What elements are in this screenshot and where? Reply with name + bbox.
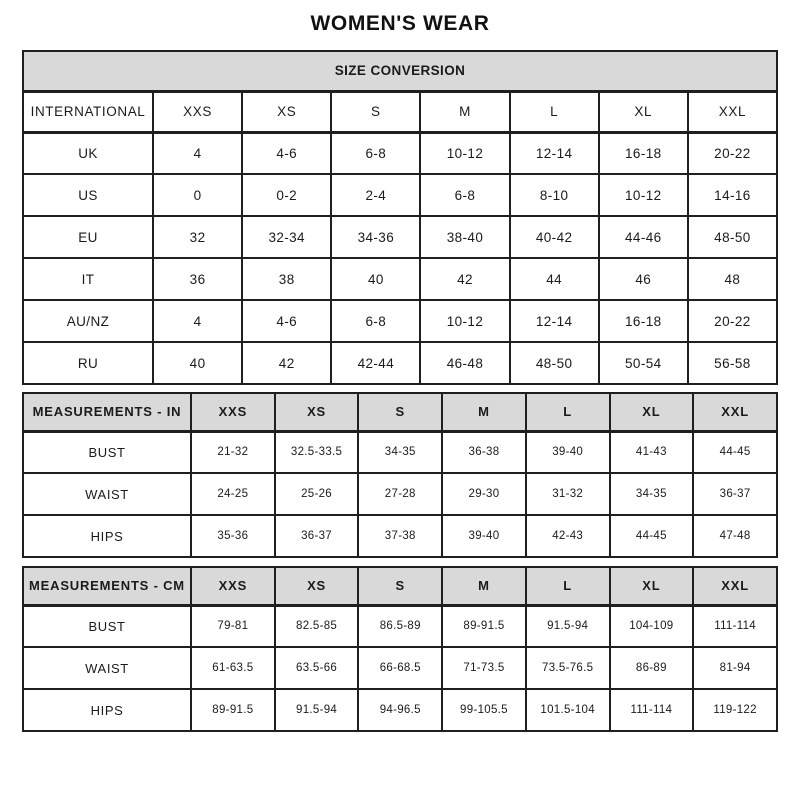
table-row	[23, 605, 777, 647]
column-header: XL	[610, 567, 694, 605]
cell-value: 41-43	[610, 431, 694, 473]
column-header: INTERNATIONAL	[23, 91, 153, 132]
column-header: L	[526, 567, 610, 605]
cell-value: 24-25	[191, 473, 275, 515]
size-conversion-columns-row	[23, 91, 777, 132]
column-header: S	[331, 91, 420, 132]
cell-value: 4	[153, 300, 242, 342]
cell-value: 39-40	[526, 431, 610, 473]
cell-value: 44-46	[599, 216, 688, 258]
table-row	[23, 216, 777, 258]
measurements-cm-header-row	[23, 567, 777, 605]
cell-value: 10-12	[420, 132, 509, 174]
cell-value: 32.5-33.5	[275, 431, 359, 473]
cell-value: 8-10	[510, 174, 599, 216]
cell-value: 111-114	[610, 689, 694, 731]
cell-value: 39-40	[442, 515, 526, 557]
cell-value: 48-50	[510, 342, 599, 384]
row-label: US	[23, 174, 153, 216]
table-row	[23, 174, 777, 216]
cell-value: 66-68.5	[358, 647, 442, 689]
cell-value: 4-6	[242, 300, 331, 342]
cell-value: 34-36	[331, 216, 420, 258]
cell-value: 32	[153, 216, 242, 258]
cell-value: 38-40	[420, 216, 509, 258]
table-row	[23, 689, 777, 731]
table-row	[23, 132, 777, 174]
cell-value: 25-26	[275, 473, 359, 515]
cell-value: 44-45	[610, 515, 694, 557]
row-label: RU	[23, 342, 153, 384]
row-label: WAIST	[23, 647, 191, 689]
cell-value: 0-2	[242, 174, 331, 216]
row-label: UK	[23, 132, 153, 174]
cell-value: 89-91.5	[442, 605, 526, 647]
column-header: M	[442, 393, 526, 431]
cell-value: 46-48	[420, 342, 509, 384]
table-row	[23, 258, 777, 300]
column-header: XXS	[153, 91, 242, 132]
cell-value: 86-89	[610, 647, 694, 689]
cell-value: 34-35	[358, 431, 442, 473]
cell-value: 44-45	[693, 431, 777, 473]
cell-value: 42-43	[526, 515, 610, 557]
measurements-in-title: MEASUREMENTS - IN	[23, 393, 191, 431]
cell-value: 50-54	[599, 342, 688, 384]
cell-value: 101.5-104	[526, 689, 610, 731]
column-header: XXL	[693, 567, 777, 605]
cell-value: 40	[153, 342, 242, 384]
cell-value: 27-28	[358, 473, 442, 515]
cell-value: 36-37	[693, 473, 777, 515]
cell-value: 16-18	[599, 132, 688, 174]
cell-value: 36-38	[442, 431, 526, 473]
cell-value: 42	[242, 342, 331, 384]
cell-value: 104-109	[610, 605, 694, 647]
cell-value: 29-30	[442, 473, 526, 515]
cell-value: 44	[510, 258, 599, 300]
cell-value: 20-22	[688, 132, 777, 174]
column-header: S	[358, 393, 442, 431]
cell-value: 63.5-66	[275, 647, 359, 689]
row-label: BUST	[23, 431, 191, 473]
cell-value: 36-37	[275, 515, 359, 557]
cell-value: 10-12	[599, 174, 688, 216]
page-title: WOMEN'S WEAR	[310, 12, 490, 35]
cell-value: 42	[420, 258, 509, 300]
cell-value: 46	[599, 258, 688, 300]
measurements-in-table	[22, 392, 778, 558]
cell-value: 71-73.5	[442, 647, 526, 689]
cell-value: 31-32	[526, 473, 610, 515]
measurements-cm-table	[22, 566, 778, 732]
column-header: XS	[242, 91, 331, 132]
row-label: IT	[23, 258, 153, 300]
cell-value: 48-50	[688, 216, 777, 258]
cell-value: 14-16	[688, 174, 777, 216]
measurements-in-header-row	[23, 393, 777, 431]
cell-value: 35-36	[191, 515, 275, 557]
column-header: XXS	[191, 567, 275, 605]
cell-value: 34-35	[610, 473, 694, 515]
cell-value: 40-42	[510, 216, 599, 258]
cell-value: 12-14	[510, 300, 599, 342]
cell-value: 4	[153, 132, 242, 174]
cell-value: 12-14	[510, 132, 599, 174]
row-label: BUST	[23, 605, 191, 647]
cell-value: 79-81	[191, 605, 275, 647]
cell-value: 40	[331, 258, 420, 300]
row-label: AU/NZ	[23, 300, 153, 342]
cell-value: 37-38	[358, 515, 442, 557]
cell-value: 38	[242, 258, 331, 300]
row-label: EU	[23, 216, 153, 258]
cell-value: 89-91.5	[191, 689, 275, 731]
cell-value: 99-105.5	[442, 689, 526, 731]
cell-value: 6-8	[331, 132, 420, 174]
column-header: L	[510, 91, 599, 132]
size-conversion-table	[22, 50, 778, 385]
size-conversion-header-row	[23, 51, 777, 91]
column-header: XXL	[693, 393, 777, 431]
cell-value: 91.5-94	[275, 689, 359, 731]
cell-value: 2-4	[331, 174, 420, 216]
column-header: L	[526, 393, 610, 431]
cell-value: 81-94	[693, 647, 777, 689]
cell-value: 48	[688, 258, 777, 300]
column-header: M	[420, 91, 509, 132]
column-header: S	[358, 567, 442, 605]
cell-value: 16-18	[599, 300, 688, 342]
column-header: XS	[275, 393, 359, 431]
column-header: XXS	[191, 393, 275, 431]
cell-value: 4-6	[242, 132, 331, 174]
table-row	[23, 300, 777, 342]
cell-value: 42-44	[331, 342, 420, 384]
row-label: WAIST	[23, 473, 191, 515]
cell-value: 20-22	[688, 300, 777, 342]
measurements-cm-title: MEASUREMENTS - CM	[23, 567, 191, 605]
cell-value: 32-34	[242, 216, 331, 258]
table-row	[23, 647, 777, 689]
table-row	[23, 342, 777, 384]
cell-value: 21-32	[191, 431, 275, 473]
cell-value: 86.5-89	[358, 605, 442, 647]
cell-value: 61-63.5	[191, 647, 275, 689]
cell-value: 111-114	[693, 605, 777, 647]
size-conversion-title: SIZE CONVERSION	[23, 51, 777, 91]
cell-value: 36	[153, 258, 242, 300]
cell-value: 6-8	[331, 300, 420, 342]
table-row	[23, 431, 777, 473]
cell-value: 73.5-76.5	[526, 647, 610, 689]
cell-value: 0	[153, 174, 242, 216]
row-label: HIPS	[23, 515, 191, 557]
cell-value: 119-122	[693, 689, 777, 731]
column-header: XS	[275, 567, 359, 605]
column-header: XXL	[688, 91, 777, 132]
column-header: XL	[610, 393, 694, 431]
cell-value: 91.5-94	[526, 605, 610, 647]
table-row	[23, 515, 777, 557]
column-header: XL	[599, 91, 688, 132]
column-header: M	[442, 567, 526, 605]
cell-value: 94-96.5	[358, 689, 442, 731]
row-label: HIPS	[23, 689, 191, 731]
cell-value: 47-48	[693, 515, 777, 557]
cell-value: 56-58	[688, 342, 777, 384]
table-row	[23, 473, 777, 515]
cell-value: 10-12	[420, 300, 509, 342]
cell-value: 6-8	[420, 174, 509, 216]
cell-value: 82.5-85	[275, 605, 359, 647]
